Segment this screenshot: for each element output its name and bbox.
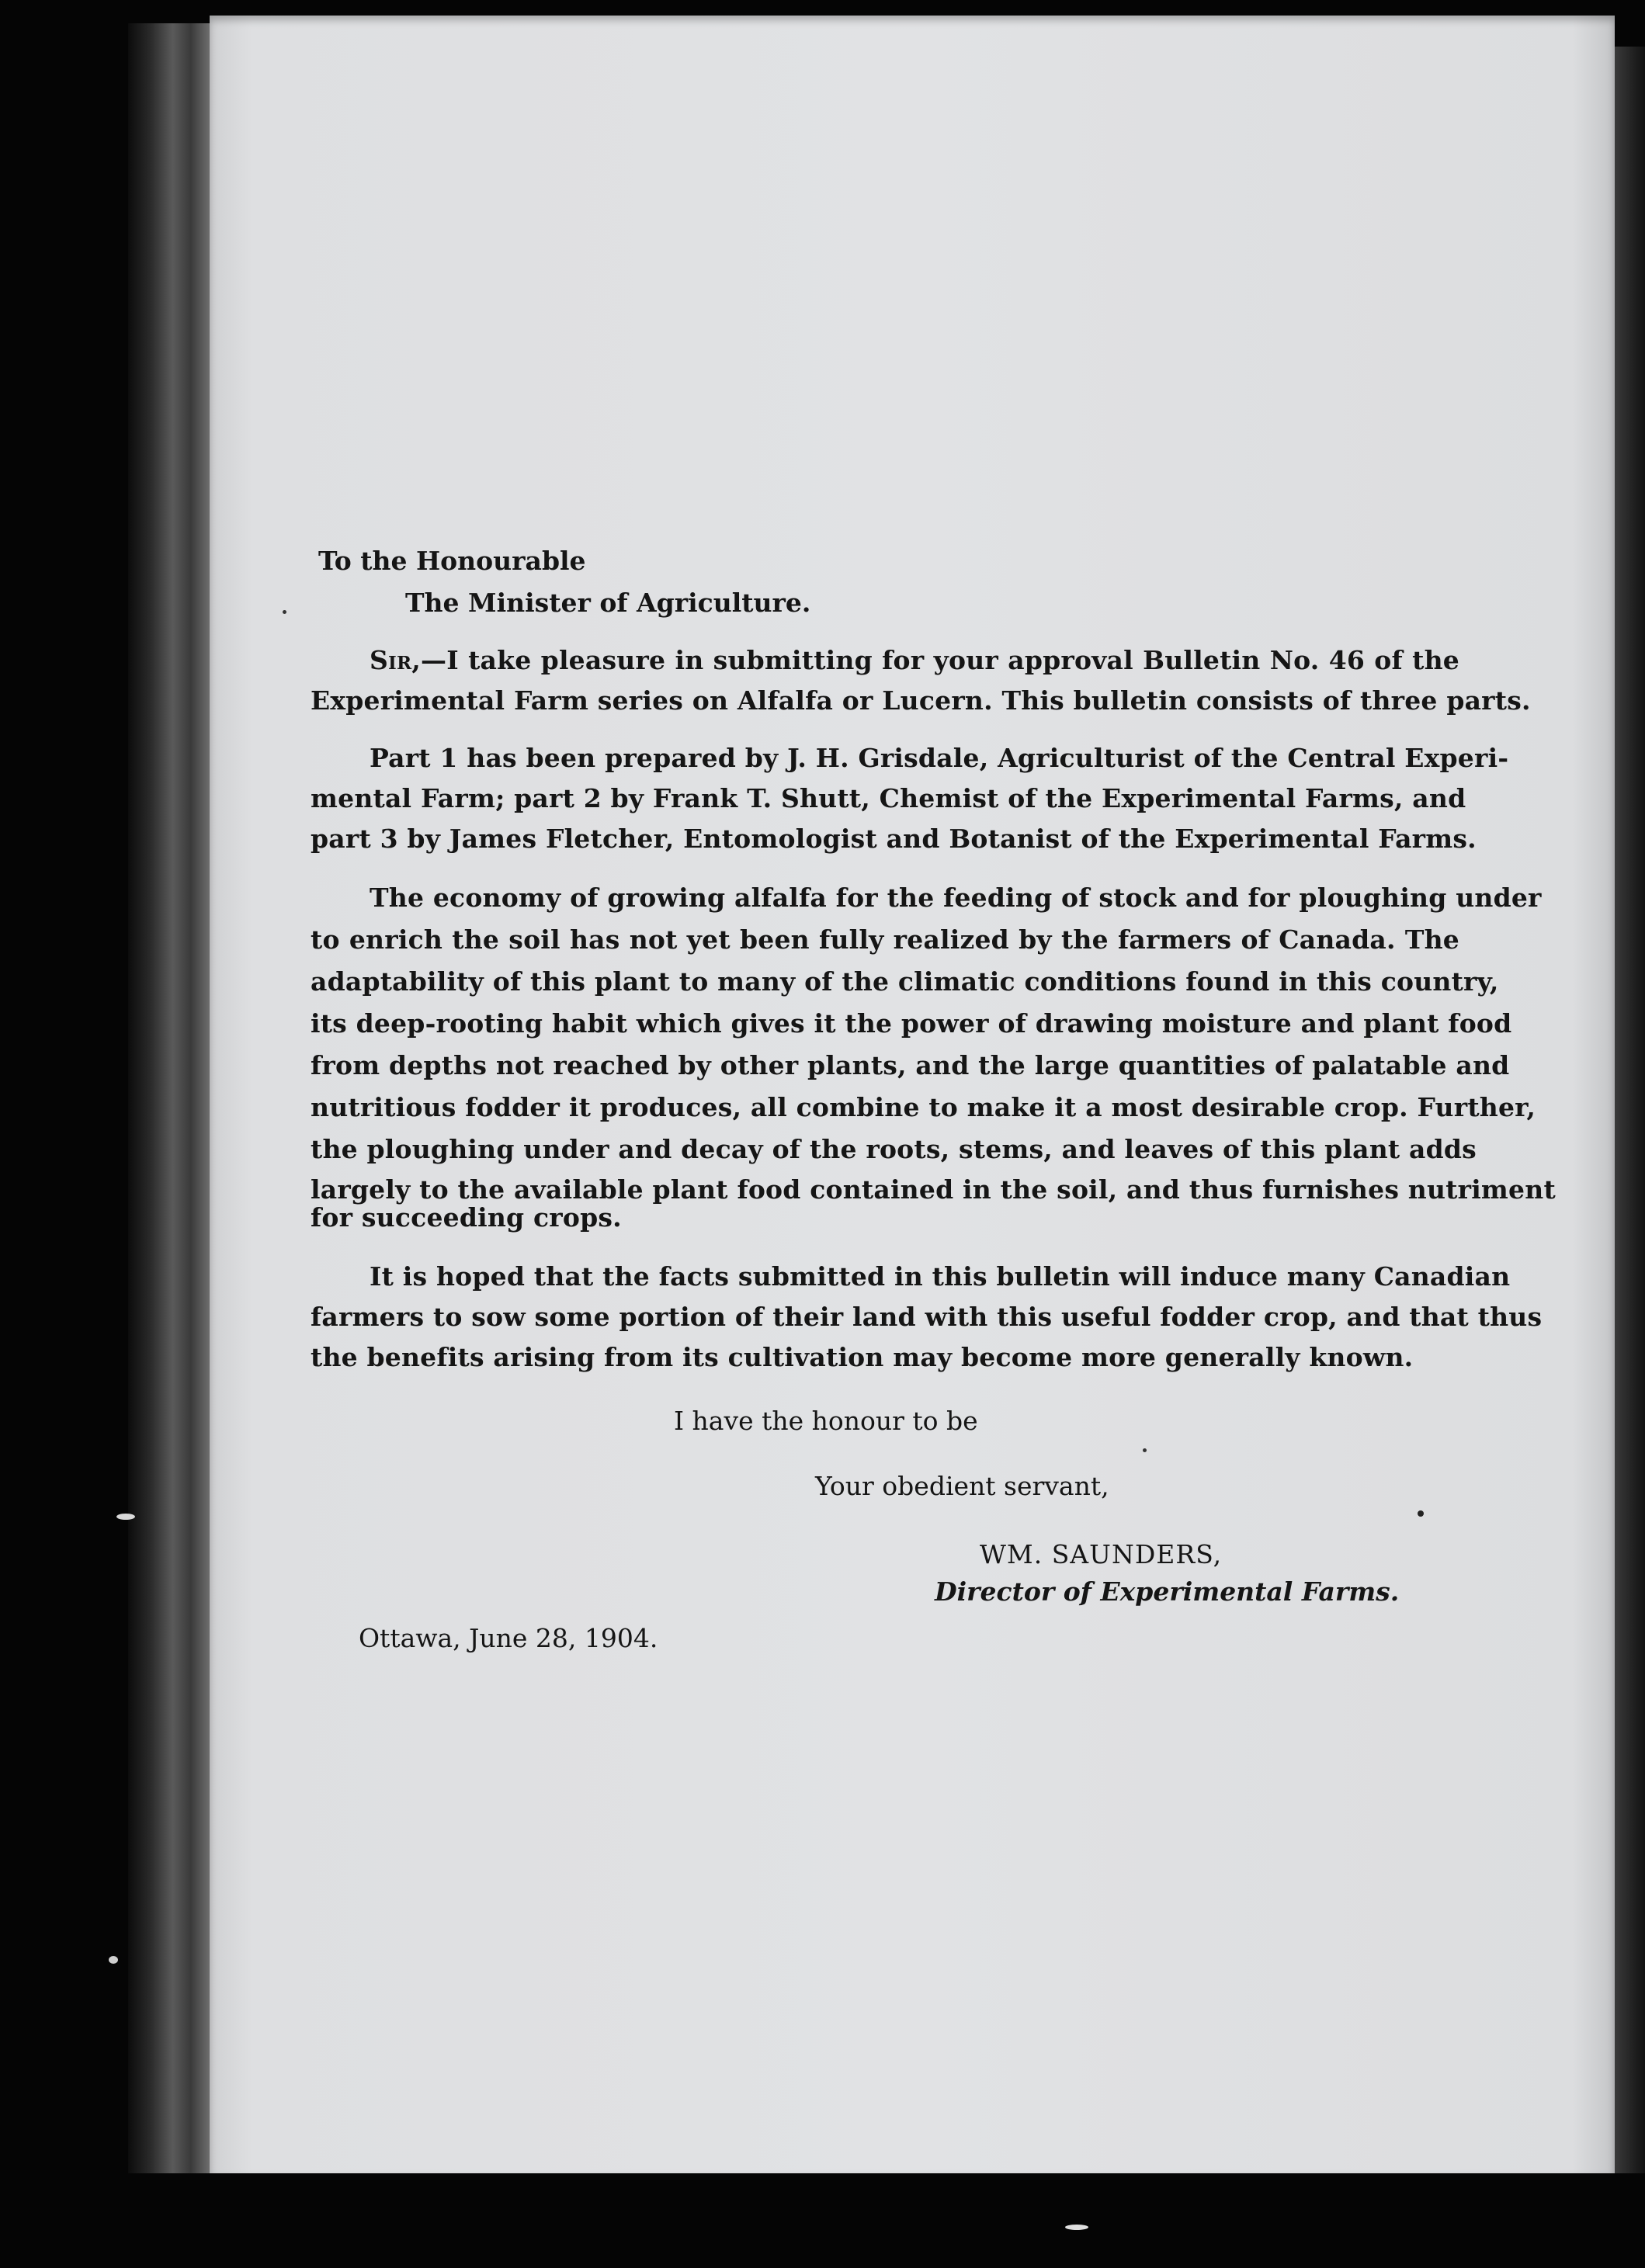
paragraph-4-line-1: It is hoped that the facts submitted in this bulletin will induce many Canadian bbox=[370, 1261, 1511, 1292]
paragraph-3-line-7: the ploughing under and decay of the roots, stems, and leaves of this plant adds bbox=[311, 1134, 1477, 1164]
signature-name: WM. SAUNDERS, bbox=[980, 1539, 1223, 1569]
paragraph-4-line-2: farmers to sow some portion of their land with this useful fodder crop, and that thus bbox=[311, 1302, 1543, 1332]
paragraph-2-line-1: Part 1 has been prepared by J. H. Grisdale, Agriculturist of the Central Experi- bbox=[370, 743, 1509, 773]
paragraph-3-line-1: The economy of growing alfalfa for the feeding of stock and for ploughing under bbox=[370, 883, 1542, 913]
paragraph-2-line-2: mental Farm; part 2 by Frank T. Shutt, Chemist of the Experimental Farms, and bbox=[311, 783, 1466, 813]
paragraph-3-line-6: nutritious fodder it produces, all combine to make it a most desirable crop. Further, bbox=[311, 1092, 1536, 1122]
paragraph-1-line-2: Experimental Farm series on Alfalfa or Lucern. This bulletin consists of three parts. bbox=[311, 685, 1531, 716]
salutation-line-2: The Minister of Agriculture. bbox=[405, 588, 811, 618]
paragraph-2-line-3: part 3 by James Fletcher, Entomologist and Botanist of the Experimental Farms. bbox=[311, 824, 1477, 854]
paragraph-3-line-5: from depths not reached by other plants, and the large quantities of palatable and bbox=[311, 1050, 1510, 1080]
signature-title: Director of Experimental Farms. bbox=[935, 1576, 1400, 1607]
paragraph-1-lead: Sir, bbox=[370, 645, 421, 675]
scan-speck bbox=[116, 1514, 135, 1520]
paragraph-3-line-8: largely to the available plant food contained in the soil, and thus furnishes nutriment bbox=[311, 1174, 1556, 1205]
scan-speck bbox=[109, 1956, 118, 1964]
scan-speck bbox=[283, 610, 286, 614]
scan-speck bbox=[1143, 1448, 1147, 1452]
book-binding bbox=[128, 23, 217, 2173]
paragraph-3-line-2: to enrich the soil has not yet been fully realized by the farmers of Canada. The bbox=[311, 924, 1459, 955]
paragraph-1-line-1-text: —I take pleasure in submitting for your approval Bulletin No. 46 of the bbox=[421, 645, 1459, 675]
closing-line-1: I have the honour to be bbox=[674, 1406, 978, 1436]
paragraph-4-line-3: the benefits arising from its cultivation may become more generally known. bbox=[311, 1342, 1414, 1372]
paragraph-1-line-1 bbox=[311, 647, 1459, 673]
place-date: Ottawa, June 28, 1904. bbox=[359, 1623, 658, 1653]
paragraph-3-line-3: adaptability of this plant to many of the climatic conditions found in this country, bbox=[311, 966, 1499, 997]
paragraph-3-line-9: for succeeding crops. bbox=[311, 1202, 622, 1233]
scan-speck bbox=[1065, 2225, 1088, 2230]
salutation-line-1: To the Honourable bbox=[318, 546, 586, 576]
paragraph-3-line-4: its deep-rooting habit which gives it the power of drawing moisture and plant food bbox=[311, 1008, 1512, 1039]
page-edge bbox=[1615, 47, 1645, 2173]
closing-line-2: Your obedient servant, bbox=[815, 1471, 1109, 1501]
scan-speck bbox=[1418, 1510, 1424, 1517]
